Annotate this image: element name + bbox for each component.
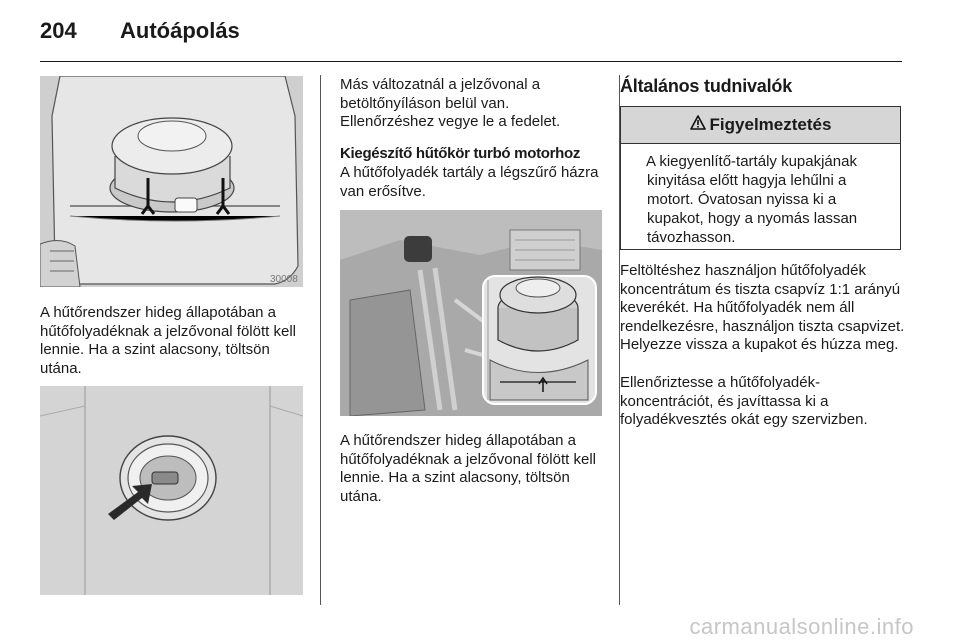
section-title: Általános tudnivalók bbox=[620, 76, 793, 96]
filler-neck-figure bbox=[40, 386, 303, 595]
warning-title: Figyelmeztetés bbox=[709, 115, 832, 134]
col2-paragraph-3: A hűtőrendszer hideg állapotában a hűtőfolyadéknak a jelzővonal fölött kell lennie. Ha a szint alacsony, töltsön utána. bbox=[340, 432, 596, 505]
header-rule bbox=[40, 61, 902, 62]
coolant-tank-illustration bbox=[40, 76, 303, 287]
col1-paragraph-1: A hűtőrendszer hideg állapotában a hűtőfolyadéknak a jelzővonal fölött kell lennie. Ha a szint alacsony, töltsön utána. bbox=[40, 304, 296, 377]
warning-triangle-icon bbox=[690, 115, 706, 135]
col2-subheading: Kiegészítő hűtőkör turbó motorhoz bbox=[340, 145, 581, 162]
col2-paragraph-2: A hűtőfolyadék tartály a légszűrő házra van erősítve. bbox=[340, 164, 599, 200]
warning-text: A kiegyenlítő-tartály kupakjának kinyitása előtt hagyja lehűlni a motort. Óvatosan nyissa ki a kupakot, hogy a nyomás lassan távozhasson. bbox=[646, 153, 858, 246]
coolant-tank-figure bbox=[40, 76, 303, 287]
col3-paragraph-1: Feltöltéshez használjon hűtőfolyadék koncentrátum és tiszta csapvíz 1:1 arányú keverékét. Ha hűtőfolyadék nem áll rendelkezésre, használjon tiszta csapvizet. Helyezze vissza a kupakot és húzza meg. bbox=[620, 262, 905, 354]
col3-paragraph-2: Ellenőriztesse a hűtőfolyadék-koncentrációt, és javíttassa ki a folyadékvesztés okát egy szervizben. bbox=[620, 374, 868, 429]
page-number: 204 bbox=[40, 18, 77, 43]
turbo-coolant-illustration bbox=[340, 210, 602, 416]
col2-paragraph-1: Más változatnál a jelzővonal a betöltőnyíláson belül van. Ellenőrzéshez vegye le a fedelet. bbox=[340, 76, 561, 131]
watermark: carmanualsonline.info bbox=[689, 614, 914, 639]
filler-neck-illustration bbox=[40, 386, 303, 595]
page-header bbox=[40, 18, 240, 48]
warning-box bbox=[620, 106, 901, 250]
figure-code: 30008 bbox=[270, 274, 298, 285]
column-divider-1 bbox=[320, 75, 321, 605]
page-title: Autóápolás bbox=[120, 18, 240, 43]
warning-header bbox=[621, 107, 900, 144]
turbo-coolant-figure bbox=[340, 210, 602, 416]
